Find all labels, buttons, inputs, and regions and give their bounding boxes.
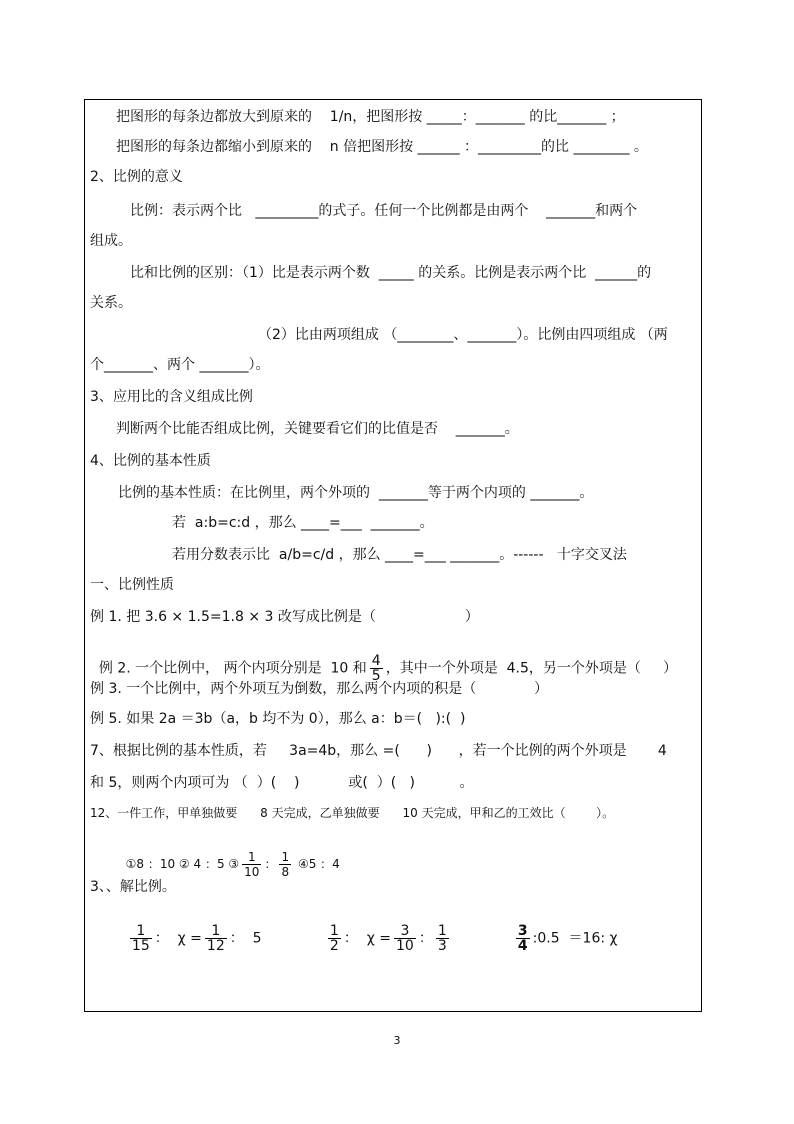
numerator: 1: [281, 850, 290, 864]
denominator: 3: [437, 938, 447, 954]
denominator: 12: [206, 938, 225, 954]
example-line: 例 5. 如果 2a ＝3b（a，b 均不为 0），那么 a：b＝( ):( ): [90, 711, 466, 727]
text-line: （2）比由两项组成 （________、_______）。比例由四项组成 （两: [258, 327, 668, 343]
text-line: 组成。: [90, 233, 132, 249]
text-segment: ④5 ：4: [297, 857, 340, 871]
text-line: 把图形的每条边都放大到原来的 1/n，把图形按 _____：_______ 的比_______ ；: [116, 109, 625, 125]
equation-2: [316, 906, 452, 953]
fraction: [370, 654, 383, 683]
page-number: 3: [393, 1034, 401, 1047]
denominator: 10: [396, 938, 414, 954]
numerator: 1: [437, 923, 447, 939]
text-line: 若 a:b=c:d ，那么 ____=___ _______。: [172, 515, 434, 531]
fraction: [279, 850, 291, 879]
text-segment: ：: [264, 857, 277, 871]
text-segment: ： χ =: [343, 930, 391, 947]
section-heading: 2、比例的意义: [90, 169, 183, 185]
numerator: 4: [371, 653, 381, 669]
options-line: [118, 832, 340, 879]
denominator: 15: [131, 938, 150, 954]
numerator: 1: [247, 850, 256, 864]
text-line: 12、一件工作，甲单独做要 8 天完成，乙单独做要 10 天完成，甲和乙的工效比（ ）。: [90, 806, 615, 820]
denominator: 8: [281, 865, 290, 879]
fraction: [328, 924, 341, 953]
section-heading: 一、比例性质: [90, 577, 174, 593]
fraction: [130, 924, 152, 953]
denominator: 2: [329, 938, 339, 954]
text-line: 若用分数表示比 a/b=c/d ，那么 ____=___ _______。------ 十字交叉法: [172, 547, 627, 563]
fraction: [242, 850, 261, 879]
text-line: 比和比例的区别：（1）比是表示两个数 _____ 的关系。比例是表示两个比 ______的: [130, 265, 652, 281]
fraction: [205, 924, 227, 953]
section-heading: 3、应用比的含义组成比例: [90, 389, 253, 405]
text-segment: 例 2. 一个比例中， 两个内项分别是 10 和: [98, 660, 367, 677]
text-line: 关系。: [90, 295, 132, 311]
text-line: 比例的基本性质：在比例里，两个外项的 _______等于两个内项的 _______。: [118, 485, 594, 501]
denominator: 10: [244, 865, 260, 879]
equation-1: [118, 906, 262, 953]
text-segment: :0.5 ＝16: χ: [532, 930, 618, 947]
denominator: 4: [517, 938, 528, 954]
numerator: 3: [517, 923, 528, 939]
text-line: 和 5，则两个内项可为 （ ）( ) 或( ）( ) 。: [90, 775, 474, 791]
example-line: 例 3. 一个比例中，两个外项互为倒数，那么两个内项的积是（ ）: [90, 681, 549, 697]
section-heading: 3、、解比例。: [90, 879, 176, 895]
section-heading: 4、比例的基本性质: [90, 453, 211, 469]
fraction: [394, 924, 416, 953]
text-line: 把图形的每条边都缩小到原来的 n 倍把图形按 ______ ：_________的比 ________ 。: [116, 139, 648, 155]
text-segment: ： χ =: [154, 930, 202, 947]
text-line: 判断两个比能否组成比例，关键要看它们的比值是否 _______。: [116, 421, 519, 437]
text-line: 7、根据比例的基本性质，若 3a=4b，那么 =( ) ，若一个比例的两个外项是 4: [90, 743, 667, 759]
example-line: 例 1. 把 3.6 × 1.5=1.8 × 3 改写成比例是（ ）: [90, 609, 479, 625]
text-segment: ： 5: [229, 930, 262, 947]
text-segment: ①8 ：10 ② 4 ：5 ③: [125, 857, 240, 871]
fraction: [516, 924, 530, 953]
example-line: [90, 636, 677, 683]
numerator: 1: [136, 923, 146, 939]
text-line: 个_______、两个 _______）。: [90, 357, 270, 373]
text-segment: ，其中一个外项是 4.5，另一个外项是（ ）: [385, 660, 678, 677]
numerator: 1: [329, 923, 339, 939]
numerator: 3: [400, 923, 410, 939]
fraction: [436, 924, 449, 953]
numerator: 1: [211, 923, 221, 939]
text-segment: ：: [418, 930, 433, 947]
text-line: 比例：表示两个比 _________的式子。任何一个比例都是由两个 _______和两个: [130, 203, 638, 219]
denominator: 5: [371, 668, 381, 684]
equation-3: [504, 906, 618, 953]
